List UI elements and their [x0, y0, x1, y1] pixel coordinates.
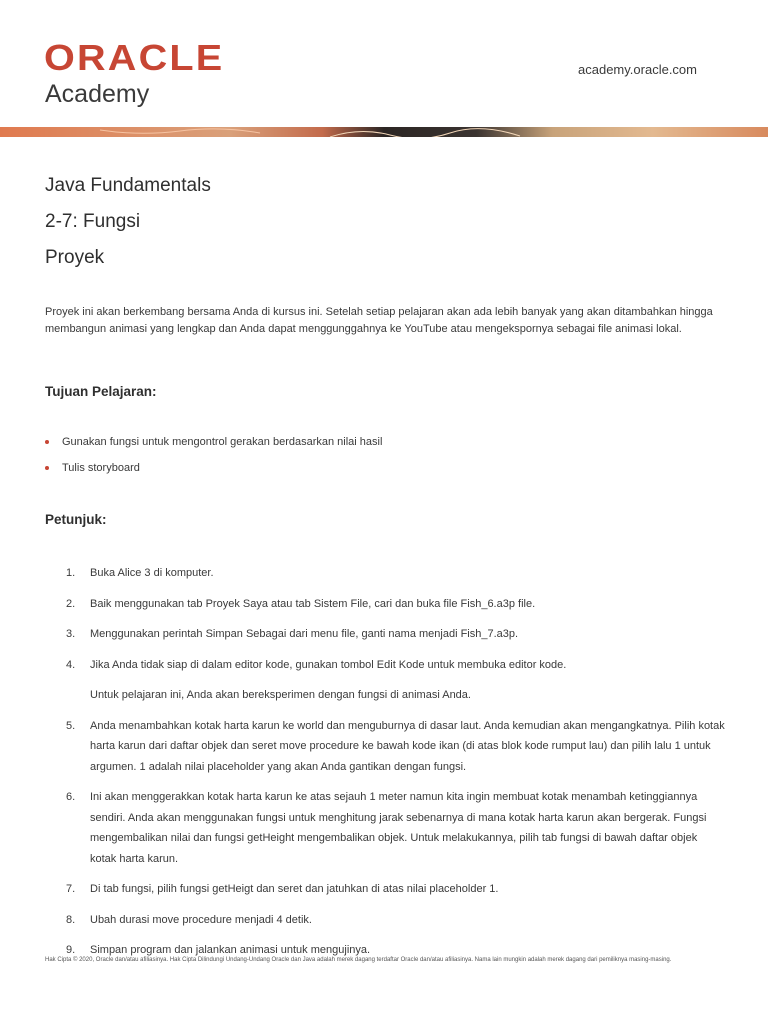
list-item: 2. Baik menggunakan tab Proyek Saya atau tab Sistem File, cari dan buka file Fish_6.a3p file. — [66, 597, 536, 610]
list-item: 7. Di tab fungsi, pilih fungsi getHeigt dan seret dan jatuhkan di atas nilai placeholder 1. — [66, 883, 499, 895]
list-item: 3. Menggunakan perintah Simpan Sebagai dari menu file, ganti nama menjadi Fish_7.a3p. — [66, 628, 519, 640]
bullet-icon — [45, 466, 49, 470]
intro-paragraph: Proyek ini akan berkembang bersama Anda di kursus ini. Setelah setiap pelajaran akan ada lebih banyak yang akan ditambahkan hingga membangun animasi yang lengkap dan Anda dapat menggunggahnya ke YouTube atau mengekspornya sebagai file animasi lokal. — [45, 306, 713, 335]
list-item: 9. Simpan program dan jalankan animasi untuk mengujinya. — [66, 944, 371, 956]
list-item: 6. Ini akan menggerakkan kotak harta karun ke atas sejauh 1 meter namun kita ingin membuat kotak menambah ketinggiannya sendiri. Anda akan menggunakan fungsi untuk menghitung jarak sebenarnya di mana kotak harta karun akan bergerak. Fungsi mengembalikan nilai dan fungsi getHeight mengembalikan objek. Untuk melakukannya, pilih tab fungsi di bawah daftar objek kotak harta karun. — [66, 791, 707, 865]
copyright-footer: Hak Cipta © 2020, Oracle dan/atau afiliasinya. Hak Cipta Dilindungi Undang-Undang Oracle dan Java adalah merek dagang terdaftar Oracle dan/atau afiliasinya. Nama lain mungkin adalah merek dagang dari pemiliknya masing-masing. — [45, 957, 672, 963]
document-title — [45, 168, 211, 276]
instructions-list — [66, 563, 726, 961]
bullet-icon — [45, 440, 49, 444]
list-item: Gunakan fungsi untuk mengontrol gerakan berdasarkan nilai hasil — [45, 435, 382, 449]
list-item: 8. Ubah durasi move procedure menjadi 4 detik. — [66, 913, 312, 926]
objectives-list — [45, 435, 382, 487]
list-item: Untuk pelajaran ini, Anda akan bereksperimen dengan fungsi di animasi Anda. — [90, 689, 471, 701]
academy-label: Academy — [45, 80, 150, 108]
lesson-title: 2-7: Fungsi — [45, 211, 141, 232]
list-item: Tulis storyboard — [45, 461, 382, 475]
list-item: 4. Jika Anda tidak siap di dalam editor kode, gunakan tombol Edit Kode untuk membuka editor kode. — [66, 658, 567, 671]
oracle-logo: ORACLE — [44, 37, 225, 78]
course-title: Java Fundamentals — [45, 175, 211, 196]
site-url: academy.oracle.com — [578, 62, 697, 77]
list-item: 1. Buka Alice 3 di komputer. — [66, 567, 214, 579]
page-header — [0, 0, 768, 130]
document-type: Proyek — [45, 247, 105, 268]
instructions-heading: Petunjuk: — [45, 512, 107, 527]
decorative-banner — [0, 127, 768, 137]
objectives-heading: Tujuan Pelajaran: — [45, 384, 157, 399]
list-item: 5. Anda menambahkan kotak harta karun ke world dan menguburnya di dasar laut. Anda kemudian akan mengangkatnya. Pilih kotak harta karun dari daftar objek dan seret move procedure ke bawah kode ikan (di atas blok kode rumput lau) dan pilih lalu 1 untuk argumen. 1 adalah nilai placeholder yang akan Anda gantikan dengan fungsi. — [66, 719, 725, 773]
